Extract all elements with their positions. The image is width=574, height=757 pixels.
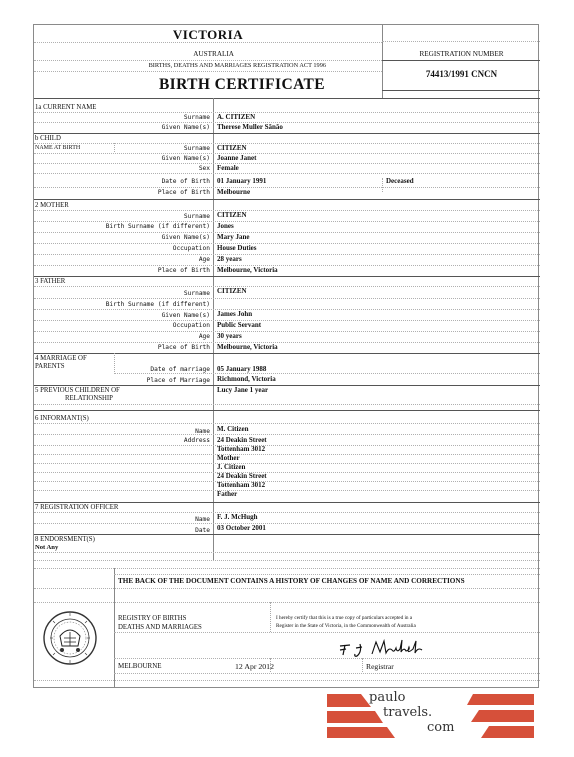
name-label: Name (195, 516, 210, 523)
age-label: Age (198, 256, 210, 263)
informant-address-line: 24 Deakin Street (217, 436, 267, 444)
current-given-names: Therese Muller Sãnão (217, 123, 283, 131)
section-marriage: 4 MARRIAGE OF (35, 355, 87, 362)
endorsements-value: Not Any (35, 544, 59, 551)
father-given-names: James John (217, 310, 253, 318)
occupation-label: Occupation (172, 245, 210, 252)
section-informant: 6 INFORMANT(S) (35, 415, 89, 422)
current-surname: A. CITIZEN (217, 113, 256, 121)
informant-relation: Father (217, 490, 238, 498)
officer-date: 03 October 2001 (217, 524, 266, 532)
logo-line-2: travels. (383, 705, 433, 720)
given-names-label: Given Name(s) (161, 234, 210, 241)
place-of-birth-label: Place of Birth (157, 344, 210, 351)
father-age: 30 years (217, 332, 242, 340)
given-names-label: Given Name(s) (161, 124, 210, 131)
registry-name-2: DEATHS AND MARRIAGES (118, 624, 202, 631)
section-endorsements: 8 ENDORSMENT(S) (35, 536, 95, 543)
mother-occupation: House Duties (217, 244, 257, 252)
father-occupation: Public Servant (217, 321, 262, 329)
mother-surname: CITIZEN (217, 211, 247, 219)
logo-line-1: paulo (369, 690, 406, 705)
child-given-names: Joanne Janet (217, 154, 257, 162)
informant-address-line: Tottenham 3012 (217, 481, 266, 489)
mother-birth-surname: Jones (217, 222, 234, 230)
certification-text: I hereby certify that this is a true copy of particulars accepted in a (276, 615, 413, 621)
section-registration-officer: 7 REGISTRATION OFFICER (35, 504, 119, 511)
section-child: b CHILD (35, 135, 61, 142)
section-previous-children: 5 PREVIOUS CHILDREN OF (35, 387, 120, 394)
given-names-label: Given Name(s) (161, 312, 210, 319)
history-notice: THE BACK OF THE DOCUMENT CONTAINS A HISTORY OF CHANGES OF NAME AND CORRECTIONS (118, 577, 465, 585)
place-of-birth-label: Place of Birth (157, 267, 210, 274)
issue-date: 12 Apr 2012 (235, 662, 274, 671)
certification-text-2: Register in the State of Victoria, in the Commonwealth of Australia (276, 623, 416, 629)
age-label: Age (198, 333, 210, 340)
registration-number: 74413/1991 CNCN (425, 69, 498, 79)
mother-given-names: Mary Jane (217, 233, 250, 241)
country-label: AUSTRALIA (193, 50, 234, 58)
state-title: VICTORIA (172, 27, 244, 42)
previous-children: Lucy Jane 1 year (217, 386, 269, 394)
child-surname: CITIZEN (217, 144, 247, 152)
registrar-label: Registrar (366, 662, 394, 671)
name-label: Name (195, 428, 210, 435)
registration-number-label: REGISTRATION NUMBER (419, 50, 504, 58)
informant-address-line: Tottenham 3012 (217, 445, 266, 453)
mother-age: 28 years (217, 255, 242, 263)
registry-name: REGISTRY OF BIRTHS (118, 615, 187, 622)
section-mother: 2 MOTHER (35, 202, 69, 209)
surname-label: Surname (183, 114, 210, 121)
sex-label: Sex (198, 165, 210, 172)
marriage-date: 05 January 1988 (217, 365, 267, 373)
date-label: Date (195, 527, 210, 534)
surname-label: Surname (183, 290, 210, 297)
child-date-of-birth: 01 January 1991 (217, 177, 267, 185)
surname-label: Surname (183, 145, 210, 152)
child-place-of-birth: Melbourne (217, 188, 251, 196)
section-previous-relationship: RELATIONSHIP (65, 395, 113, 402)
given-names-label: Given Name(s) (161, 155, 210, 162)
surname-label: Surname (183, 213, 210, 220)
father-surname: CITIZEN (217, 287, 247, 295)
officer-name: F. J. McHugh (217, 513, 258, 521)
name-at-birth-label: NAME AT BIRTH (35, 145, 81, 151)
informant-relation: Mother (217, 454, 240, 462)
address-label: Address (183, 437, 210, 444)
birth-certificate (33, 24, 539, 688)
place-of-birth-label: Place of Birth (157, 189, 210, 196)
registry-seal-icon (42, 610, 98, 666)
issue-city: MELBOURNE (118, 662, 162, 670)
mother-place-of-birth: Melbourne, Victoria (217, 266, 278, 274)
father-place-of-birth: Melbourne, Victoria (217, 343, 278, 351)
page-title: BIRTH CERTIFICATE (158, 76, 325, 93)
birth-surname-label: Birth Surname (if different) (105, 223, 210, 230)
deceased-status: Deceased (386, 177, 414, 185)
place-of-marriage-label: Place of Marriage (146, 377, 210, 384)
date-of-birth-label: Date of Birth (161, 178, 210, 185)
informant-address-line: 24 Deakin Street (217, 472, 267, 480)
logo-line-3: com (427, 720, 455, 735)
birth-surname-label: Birth Surname (if different) (105, 301, 210, 308)
section-marriage-parents: PARENTS (35, 363, 65, 370)
act-label: BIRTHS, DEATHS AND MARRIAGES REGISTRATION ACT 1996 (148, 62, 326, 69)
informant-name: M. Citizen (217, 425, 249, 433)
paulo-travels-logo (323, 691, 540, 741)
registrar-signature-icon (334, 636, 454, 660)
section-father: 3 FATHER (35, 278, 66, 285)
marriage-place: Richmond, Victoria (217, 375, 276, 383)
section-current-name: 1a CURRENT NAME (35, 104, 97, 111)
child-sex: Female (217, 164, 239, 172)
occupation-label: Occupation (172, 322, 210, 329)
date-of-marriage-label: Date of marriage (150, 366, 210, 373)
informant-name-2: J. Citizen (217, 463, 246, 471)
